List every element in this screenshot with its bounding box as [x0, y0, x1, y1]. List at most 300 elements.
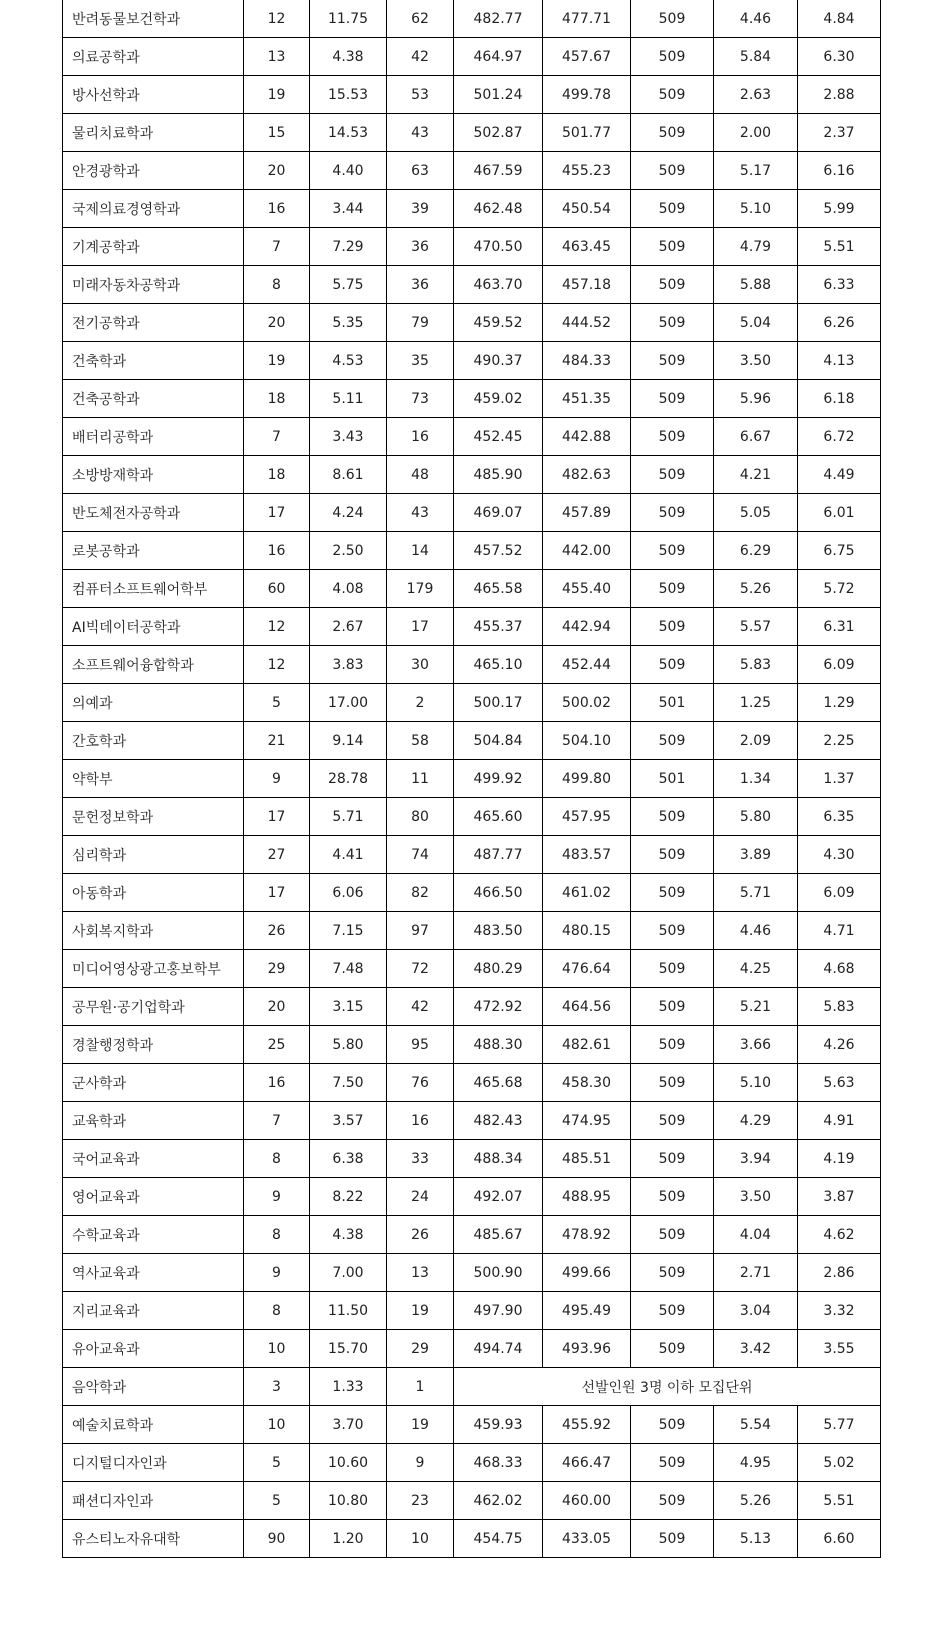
value-cell-c8: 5.99: [798, 190, 881, 228]
department-name-cell: 배터리공학과: [63, 418, 244, 456]
value-cell-c4: 467.59: [454, 152, 543, 190]
value-cell-c6: 509: [631, 1064, 714, 1102]
value-cell-c3: 19: [387, 1292, 454, 1330]
value-cell-c7: 5.13: [714, 1520, 798, 1558]
value-cell-c4: 465.10: [454, 646, 543, 684]
value-cell-c3: 62: [387, 0, 454, 38]
value-cell-c5: 484.33: [543, 342, 631, 380]
value-cell-c3: 16: [387, 418, 454, 456]
table-row: [63, 836, 881, 874]
value-cell-c2: 5.80: [310, 1026, 387, 1064]
value-cell-c1: 27: [244, 836, 310, 874]
value-cell-c7: 5.88: [714, 266, 798, 304]
table-row: [63, 266, 881, 304]
value-cell-c1: 13: [244, 38, 310, 76]
value-cell-c7: 5.10: [714, 190, 798, 228]
department-name-cell: 문헌정보학과: [63, 798, 244, 836]
department-name-cell: 패션디자인과: [63, 1482, 244, 1520]
value-cell-c8: 6.16: [798, 152, 881, 190]
department-name-cell: 미디어영상광고홍보학부: [63, 950, 244, 988]
value-cell-c6: 509: [631, 1482, 714, 1520]
table-row: [63, 76, 881, 114]
department-name-cell: 심리학과: [63, 836, 244, 874]
value-cell-c8: 5.77: [798, 1406, 881, 1444]
value-cell-c8: 4.26: [798, 1026, 881, 1064]
value-cell-c1: 8: [244, 1140, 310, 1178]
value-cell-c4: 500.17: [454, 684, 543, 722]
value-cell-c7: 3.42: [714, 1330, 798, 1368]
department-name-cell: 경찰행정학과: [63, 1026, 244, 1064]
value-cell-c7: 5.26: [714, 1482, 798, 1520]
value-cell-c1: 20: [244, 304, 310, 342]
value-cell-c6: 509: [631, 912, 714, 950]
department-name-cell: 영어교육과: [63, 1178, 244, 1216]
value-cell-c3: 53: [387, 76, 454, 114]
value-cell-c1: 16: [244, 190, 310, 228]
table-row: [63, 646, 881, 684]
department-name-cell: 유스티노자유대학: [63, 1520, 244, 1558]
value-cell-c8: 4.68: [798, 950, 881, 988]
value-cell-c1: 17: [244, 494, 310, 532]
value-cell-c3: 26: [387, 1216, 454, 1254]
value-cell-c6: 509: [631, 988, 714, 1026]
value-cell-c2: 11.50: [310, 1292, 387, 1330]
value-cell-c7: 5.05: [714, 494, 798, 532]
value-cell-c2: 3.83: [310, 646, 387, 684]
value-cell-c7: 2.63: [714, 76, 798, 114]
value-cell-c3: 14: [387, 532, 454, 570]
value-cell-c3: 43: [387, 114, 454, 152]
value-cell-c2: 4.53: [310, 342, 387, 380]
value-cell-c4: 500.90: [454, 1254, 543, 1292]
table-row: [63, 494, 881, 532]
value-cell-c2: 7.48: [310, 950, 387, 988]
value-cell-c7: 1.34: [714, 760, 798, 798]
value-cell-c8: 4.13: [798, 342, 881, 380]
value-cell-c1: 20: [244, 988, 310, 1026]
value-cell-c3: 30: [387, 646, 454, 684]
value-cell-c3: 29: [387, 1330, 454, 1368]
value-cell-c3: 17: [387, 608, 454, 646]
table-row: [63, 1140, 881, 1178]
value-cell-c4: 469.07: [454, 494, 543, 532]
table-row: [63, 950, 881, 988]
value-cell-c7: 2.00: [714, 114, 798, 152]
value-cell-c5: 499.66: [543, 1254, 631, 1292]
value-cell-c8: 3.55: [798, 1330, 881, 1368]
value-cell-c8: 5.51: [798, 1482, 881, 1520]
value-cell-c4: 504.84: [454, 722, 543, 760]
value-cell-c4: 497.90: [454, 1292, 543, 1330]
value-cell-c1: 19: [244, 76, 310, 114]
value-cell-c6: 509: [631, 1254, 714, 1292]
value-cell-c5: 463.45: [543, 228, 631, 266]
value-cell-c5: 477.71: [543, 0, 631, 38]
value-cell-c5: 450.54: [543, 190, 631, 228]
value-cell-c6: 509: [631, 1406, 714, 1444]
value-cell-c7: 3.89: [714, 836, 798, 874]
value-cell-c8: 6.72: [798, 418, 881, 456]
value-cell-c4: 455.37: [454, 608, 543, 646]
value-cell-c2: 3.44: [310, 190, 387, 228]
value-cell-c2: 14.53: [310, 114, 387, 152]
value-cell-c7: 5.57: [714, 608, 798, 646]
value-cell-c3: 43: [387, 494, 454, 532]
value-cell-c8: 4.49: [798, 456, 881, 494]
value-cell-c6: 509: [631, 798, 714, 836]
department-name-cell: 공무원·공기업학과: [63, 988, 244, 1026]
value-cell-c5: 478.92: [543, 1216, 631, 1254]
value-cell-c8: 6.26: [798, 304, 881, 342]
value-cell-c5: 482.63: [543, 456, 631, 494]
value-cell-c3: 42: [387, 38, 454, 76]
value-cell-c7: 1.25: [714, 684, 798, 722]
value-cell-c6: 509: [631, 304, 714, 342]
value-cell-c2: 4.24: [310, 494, 387, 532]
value-cell-c8: 3.87: [798, 1178, 881, 1216]
department-name-cell: 로봇공학과: [63, 532, 244, 570]
value-cell-c8: 4.91: [798, 1102, 881, 1140]
value-cell-c4: 488.34: [454, 1140, 543, 1178]
value-cell-c6: 509: [631, 266, 714, 304]
value-cell-c3: 79: [387, 304, 454, 342]
value-cell-c4: 462.02: [454, 1482, 543, 1520]
value-cell-c1: 17: [244, 798, 310, 836]
value-cell-c2: 4.40: [310, 152, 387, 190]
value-cell-c5: 480.15: [543, 912, 631, 950]
value-cell-c5: 442.00: [543, 532, 631, 570]
value-cell-c1: 5: [244, 684, 310, 722]
value-cell-c2: 1.20: [310, 1520, 387, 1558]
value-cell-c2: 28.78: [310, 760, 387, 798]
department-name-cell: 교육학과: [63, 1102, 244, 1140]
value-cell-c6: 509: [631, 342, 714, 380]
value-cell-c1: 8: [244, 1216, 310, 1254]
value-cell-c5: 461.02: [543, 874, 631, 912]
value-cell-c1: 15: [244, 114, 310, 152]
value-cell-c2: 6.06: [310, 874, 387, 912]
table-body: [63, 0, 881, 1558]
value-cell-c7: 4.04: [714, 1216, 798, 1254]
value-cell-c2: 15.70: [310, 1330, 387, 1368]
value-cell-c3: 13: [387, 1254, 454, 1292]
value-cell-c4: 472.92: [454, 988, 543, 1026]
value-cell-c8: 6.09: [798, 646, 881, 684]
value-cell-c2: 3.15: [310, 988, 387, 1026]
value-cell-c7: 5.21: [714, 988, 798, 1026]
department-name-cell: 기계공학과: [63, 228, 244, 266]
value-cell-c7: 3.04: [714, 1292, 798, 1330]
value-cell-c7: 5.10: [714, 1064, 798, 1102]
table-row: [63, 912, 881, 950]
value-cell-c6: 509: [631, 418, 714, 456]
value-cell-c6: 509: [631, 1520, 714, 1558]
value-cell-c2: 3.57: [310, 1102, 387, 1140]
value-cell-c6: 509: [631, 456, 714, 494]
value-cell-c1: 25: [244, 1026, 310, 1064]
table-row: [63, 342, 881, 380]
value-cell-c4: 490.37: [454, 342, 543, 380]
value-cell-c7: 4.25: [714, 950, 798, 988]
value-cell-c1: 18: [244, 380, 310, 418]
value-cell-c4: 492.07: [454, 1178, 543, 1216]
value-cell-c5: 457.89: [543, 494, 631, 532]
value-cell-c7: 4.46: [714, 912, 798, 950]
department-name-cell: 아동학과: [63, 874, 244, 912]
value-cell-c6: 509: [631, 1140, 714, 1178]
value-cell-c4: 465.58: [454, 570, 543, 608]
value-cell-c6: 509: [631, 152, 714, 190]
value-cell-c5: 457.18: [543, 266, 631, 304]
value-cell-c6: 509: [631, 76, 714, 114]
table-row: [63, 456, 881, 494]
value-cell-c6: 509: [631, 0, 714, 38]
value-cell-c1: 3: [244, 1368, 310, 1406]
value-cell-c3: 80: [387, 798, 454, 836]
value-cell-c7: 5.96: [714, 380, 798, 418]
department-name-cell: 예술치료학과: [63, 1406, 244, 1444]
value-cell-c2: 1.33: [310, 1368, 387, 1406]
value-cell-c5: 482.61: [543, 1026, 631, 1064]
value-cell-c4: 483.50: [454, 912, 543, 950]
value-cell-c4: 465.60: [454, 798, 543, 836]
value-cell-c1: 18: [244, 456, 310, 494]
value-cell-c2: 3.70: [310, 1406, 387, 1444]
value-cell-c6: 509: [631, 532, 714, 570]
value-cell-c6: 509: [631, 1102, 714, 1140]
value-cell-c8: 1.29: [798, 684, 881, 722]
value-cell-c5: 493.96: [543, 1330, 631, 1368]
department-name-cell: 역사교육과: [63, 1254, 244, 1292]
department-name-cell: 반려동물보건학과: [63, 0, 244, 38]
value-cell-c6: 509: [631, 608, 714, 646]
value-cell-c2: 8.61: [310, 456, 387, 494]
value-cell-c4: 459.02: [454, 380, 543, 418]
value-cell-c6: 509: [631, 38, 714, 76]
table-row: [63, 684, 881, 722]
value-cell-c4: 459.93: [454, 1406, 543, 1444]
value-cell-c5: 488.95: [543, 1178, 631, 1216]
value-cell-c5: 442.88: [543, 418, 631, 456]
value-cell-c8: 4.84: [798, 0, 881, 38]
value-cell-c6: 509: [631, 646, 714, 684]
department-name-cell: 컴퓨터소프트웨어학부: [63, 570, 244, 608]
value-cell-c3: 72: [387, 950, 454, 988]
department-name-cell: AI빅데이터공학과: [63, 608, 244, 646]
department-name-cell: 수학교육과: [63, 1216, 244, 1254]
value-cell-c8: 5.63: [798, 1064, 881, 1102]
value-cell-c1: 29: [244, 950, 310, 988]
value-cell-c3: 2: [387, 684, 454, 722]
value-cell-c7: 6.29: [714, 532, 798, 570]
table-row: [63, 190, 881, 228]
value-cell-c4: 465.68: [454, 1064, 543, 1102]
value-cell-c6: 509: [631, 1292, 714, 1330]
table-row: [63, 722, 881, 760]
value-cell-c3: 1: [387, 1368, 454, 1406]
value-cell-c6: 509: [631, 228, 714, 266]
value-cell-c1: 7: [244, 228, 310, 266]
value-cell-c7: 4.21: [714, 456, 798, 494]
department-name-cell: 디지털디자인과: [63, 1444, 244, 1482]
value-cell-c5: 476.64: [543, 950, 631, 988]
value-cell-c5: 452.44: [543, 646, 631, 684]
table-row: [63, 1406, 881, 1444]
value-cell-c2: 2.67: [310, 608, 387, 646]
value-cell-c3: 24: [387, 1178, 454, 1216]
department-name-cell: 반도체전자공학과: [63, 494, 244, 532]
department-name-cell: 물리치료학과: [63, 114, 244, 152]
value-cell-c1: 16: [244, 1064, 310, 1102]
value-cell-c1: 5: [244, 1444, 310, 1482]
value-cell-c5: 466.47: [543, 1444, 631, 1482]
value-cell-c4: 488.30: [454, 1026, 543, 1064]
value-cell-c1: 16: [244, 532, 310, 570]
value-cell-c3: 16: [387, 1102, 454, 1140]
table-row: [63, 1254, 881, 1292]
value-cell-c5: 458.30: [543, 1064, 631, 1102]
value-cell-c8: 2.25: [798, 722, 881, 760]
department-name-cell: 소방방재학과: [63, 456, 244, 494]
value-cell-c2: 4.38: [310, 38, 387, 76]
value-cell-c3: 48: [387, 456, 454, 494]
value-cell-c5: 442.94: [543, 608, 631, 646]
value-cell-c4: 470.50: [454, 228, 543, 266]
value-cell-c1: 20: [244, 152, 310, 190]
table-row: [63, 228, 881, 266]
value-cell-c5: 504.10: [543, 722, 631, 760]
value-cell-c4: 499.92: [454, 760, 543, 798]
value-cell-c6: 509: [631, 1444, 714, 1482]
value-cell-c7: 3.66: [714, 1026, 798, 1064]
value-cell-c8: 2.88: [798, 76, 881, 114]
value-cell-c2: 2.50: [310, 532, 387, 570]
value-cell-c4: 462.48: [454, 190, 543, 228]
note-cell: 선발인원 3명 이하 모집단위: [454, 1368, 881, 1406]
value-cell-c2: 7.00: [310, 1254, 387, 1292]
value-cell-c2: 10.60: [310, 1444, 387, 1482]
table-row: [63, 1026, 881, 1064]
value-cell-c6: 509: [631, 874, 714, 912]
value-cell-c2: 5.71: [310, 798, 387, 836]
table-row: [63, 874, 881, 912]
value-cell-c3: 36: [387, 228, 454, 266]
value-cell-c2: 4.08: [310, 570, 387, 608]
value-cell-c6: 509: [631, 950, 714, 988]
value-cell-c5: 474.95: [543, 1102, 631, 1140]
value-cell-c4: 463.70: [454, 266, 543, 304]
department-name-cell: 의료공학과: [63, 38, 244, 76]
value-cell-c1: 9: [244, 1178, 310, 1216]
department-name-cell: 약학부: [63, 760, 244, 798]
table-row: [63, 1216, 881, 1254]
department-name-cell: 군사학과: [63, 1064, 244, 1102]
value-cell-c6: 509: [631, 1216, 714, 1254]
value-cell-c4: 468.33: [454, 1444, 543, 1482]
value-cell-c8: 6.18: [798, 380, 881, 418]
value-cell-c6: 501: [631, 760, 714, 798]
value-cell-c5: 444.52: [543, 304, 631, 342]
value-cell-c8: 2.37: [798, 114, 881, 152]
value-cell-c8: 4.30: [798, 836, 881, 874]
value-cell-c6: 509: [631, 1026, 714, 1064]
value-cell-c2: 3.43: [310, 418, 387, 456]
value-cell-c3: 63: [387, 152, 454, 190]
value-cell-c4: 494.74: [454, 1330, 543, 1368]
value-cell-c5: 457.95: [543, 798, 631, 836]
value-cell-c8: 6.01: [798, 494, 881, 532]
value-cell-c7: 4.29: [714, 1102, 798, 1140]
department-name-cell: 사회복지학과: [63, 912, 244, 950]
value-cell-c5: 499.78: [543, 76, 631, 114]
value-cell-c3: 9: [387, 1444, 454, 1482]
value-cell-c8: 4.19: [798, 1140, 881, 1178]
value-cell-c8: 6.33: [798, 266, 881, 304]
value-cell-c7: 3.50: [714, 342, 798, 380]
value-cell-c2: 9.14: [310, 722, 387, 760]
value-cell-c1: 12: [244, 608, 310, 646]
value-cell-c1: 7: [244, 418, 310, 456]
value-cell-c4: 457.52: [454, 532, 543, 570]
value-cell-c5: 433.05: [543, 1520, 631, 1558]
department-name-cell: 음악학과: [63, 1368, 244, 1406]
value-cell-c1: 26: [244, 912, 310, 950]
value-cell-c3: 19: [387, 1406, 454, 1444]
table-row: [63, 1520, 881, 1558]
value-cell-c1: 10: [244, 1330, 310, 1368]
value-cell-c3: 97: [387, 912, 454, 950]
value-cell-c3: 82: [387, 874, 454, 912]
value-cell-c4: 480.29: [454, 950, 543, 988]
table-row: [63, 1368, 881, 1406]
value-cell-c7: 4.79: [714, 228, 798, 266]
value-cell-c5: 499.80: [543, 760, 631, 798]
value-cell-c2: 4.38: [310, 1216, 387, 1254]
value-cell-c2: 17.00: [310, 684, 387, 722]
value-cell-c3: 73: [387, 380, 454, 418]
department-name-cell: 건축학과: [63, 342, 244, 380]
value-cell-c1: 7: [244, 1102, 310, 1140]
value-cell-c8: 5.83: [798, 988, 881, 1026]
value-cell-c3: 39: [387, 190, 454, 228]
department-name-cell: 전기공학과: [63, 304, 244, 342]
table-row: [63, 152, 881, 190]
value-cell-c4: 454.75: [454, 1520, 543, 1558]
table-row: [63, 304, 881, 342]
value-cell-c8: 6.09: [798, 874, 881, 912]
value-cell-c1: 12: [244, 0, 310, 38]
table-row: [63, 1292, 881, 1330]
value-cell-c6: 509: [631, 494, 714, 532]
value-cell-c8: 6.30: [798, 38, 881, 76]
value-cell-c6: 509: [631, 836, 714, 874]
value-cell-c2: 5.75: [310, 266, 387, 304]
value-cell-c2: 6.38: [310, 1140, 387, 1178]
department-name-cell: 간호학과: [63, 722, 244, 760]
value-cell-c4: 485.67: [454, 1216, 543, 1254]
value-cell-c3: 74: [387, 836, 454, 874]
value-cell-c8: 5.02: [798, 1444, 881, 1482]
admission-results-table-container: [62, 0, 880, 1558]
value-cell-c4: 452.45: [454, 418, 543, 456]
value-cell-c5: 455.92: [543, 1406, 631, 1444]
value-cell-c1: 10: [244, 1406, 310, 1444]
value-cell-c8: 6.75: [798, 532, 881, 570]
value-cell-c3: 10: [387, 1520, 454, 1558]
value-cell-c1: 9: [244, 1254, 310, 1292]
value-cell-c6: 509: [631, 380, 714, 418]
value-cell-c4: 501.24: [454, 76, 543, 114]
